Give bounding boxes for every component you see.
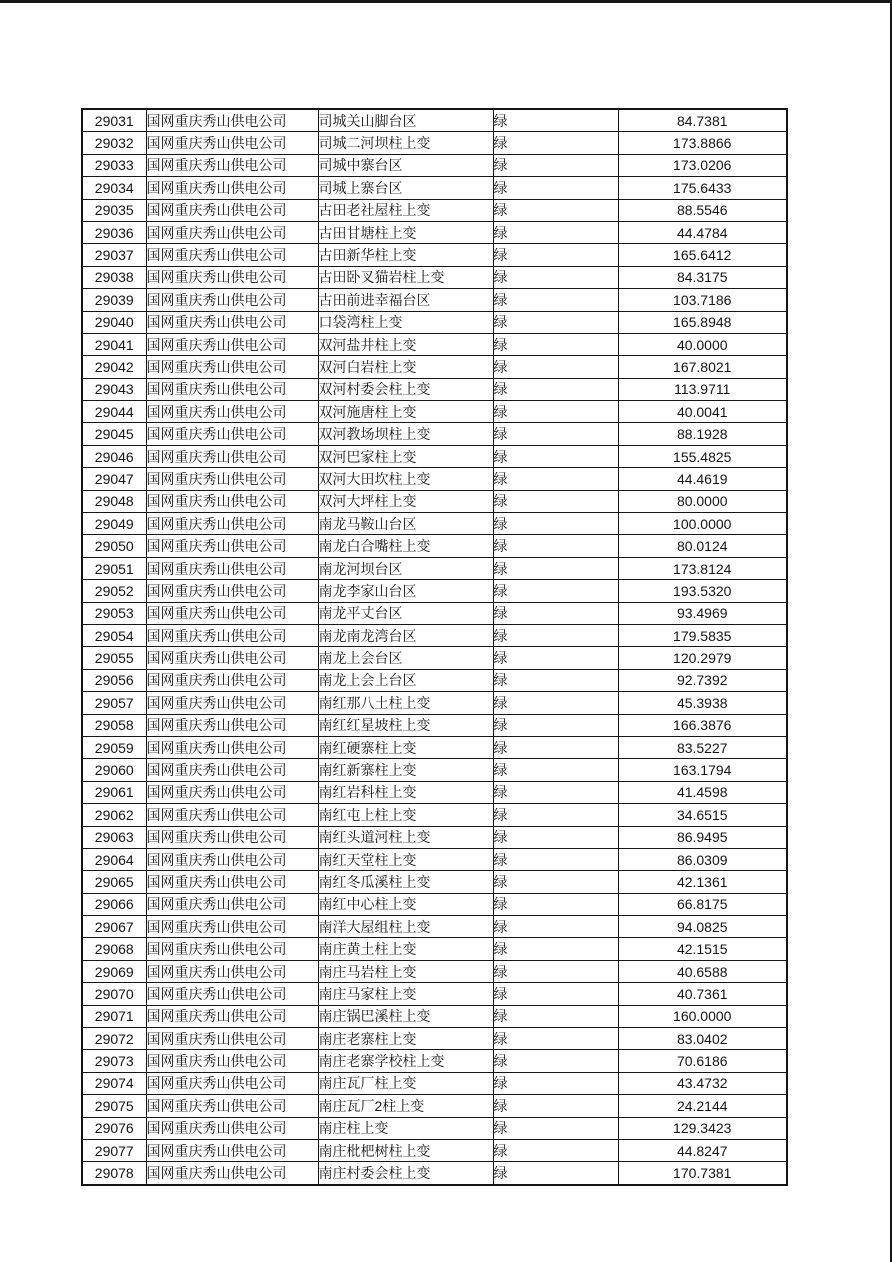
cell-status: 绿 xyxy=(493,736,618,758)
table-row xyxy=(82,513,787,535)
cell-value: 42.1515 xyxy=(618,938,787,960)
cell-row-id: 29048 xyxy=(82,490,146,512)
cell-company: 国网重庆秀山供电公司 xyxy=(146,692,318,714)
cell-station-name: 古田卧叉猫岩柱上变 xyxy=(318,266,493,288)
cell-row-id: 29057 xyxy=(82,692,146,714)
cell-row-id: 29076 xyxy=(82,1117,146,1139)
cell-company: 国网重庆秀山供电公司 xyxy=(146,669,318,691)
cell-value: 34.6515 xyxy=(618,804,787,826)
cell-company: 国网重庆秀山供电公司 xyxy=(146,1139,318,1161)
cell-row-id: 29052 xyxy=(82,580,146,602)
table-row xyxy=(82,132,787,154)
table-row xyxy=(82,669,787,691)
table-row xyxy=(82,938,787,960)
cell-company: 国网重庆秀山供电公司 xyxy=(146,938,318,960)
cell-company: 国网重庆秀山供电公司 xyxy=(146,804,318,826)
cell-company: 国网重庆秀山供电公司 xyxy=(146,960,318,982)
cell-station-name: 古田前进幸福台区 xyxy=(318,289,493,311)
cell-row-id: 29053 xyxy=(82,602,146,624)
cell-company: 国网重庆秀山供电公司 xyxy=(146,109,318,132)
cell-status: 绿 xyxy=(493,759,618,781)
cell-row-id: 29054 xyxy=(82,624,146,646)
cell-status: 绿 xyxy=(493,580,618,602)
cell-row-id: 29041 xyxy=(82,333,146,355)
table-row xyxy=(82,557,787,579)
cell-company: 国网重庆秀山供电公司 xyxy=(146,781,318,803)
cell-company: 国网重庆秀山供电公司 xyxy=(146,513,318,535)
cell-station-name: 古田甘塘柱上变 xyxy=(318,221,493,243)
cell-value: 173.8866 xyxy=(618,132,787,154)
cell-station-name: 双河施唐柱上变 xyxy=(318,401,493,423)
cell-value: 40.6588 xyxy=(618,960,787,982)
cell-status: 绿 xyxy=(493,804,618,826)
table-row xyxy=(82,468,787,490)
cell-value: 88.5546 xyxy=(618,199,787,221)
cell-company: 国网重庆秀山供电公司 xyxy=(146,848,318,870)
cell-row-id: 29044 xyxy=(82,401,146,423)
cell-company: 国网重庆秀山供电公司 xyxy=(146,221,318,243)
cell-status: 绿 xyxy=(493,513,618,535)
cell-status: 绿 xyxy=(493,1050,618,1072)
table-row xyxy=(82,423,787,445)
table-row xyxy=(82,401,787,423)
cell-company: 国网重庆秀山供电公司 xyxy=(146,557,318,579)
cell-value: 103.7186 xyxy=(618,289,787,311)
cell-status: 绿 xyxy=(493,1005,618,1027)
cell-status: 绿 xyxy=(493,154,618,176)
cell-station-name: 古田老社屋柱上变 xyxy=(318,199,493,221)
cell-station-name: 南龙李家山台区 xyxy=(318,580,493,602)
cell-value: 165.8948 xyxy=(618,311,787,333)
cell-status: 绿 xyxy=(493,1117,618,1139)
cell-station-name: 司城中寨台区 xyxy=(318,154,493,176)
cell-station-name: 南红红星坡柱上变 xyxy=(318,714,493,736)
table-row xyxy=(82,356,787,378)
cell-status: 绿 xyxy=(493,871,618,893)
cell-row-id: 29038 xyxy=(82,266,146,288)
cell-status: 绿 xyxy=(493,624,618,646)
cell-station-name: 南庄老寨柱上变 xyxy=(318,1028,493,1050)
cell-row-id: 29066 xyxy=(82,893,146,915)
cell-company: 国网重庆秀山供电公司 xyxy=(146,132,318,154)
cell-row-id: 29043 xyxy=(82,378,146,400)
cell-station-name: 南庄瓦厂2柱上变 xyxy=(318,1095,493,1117)
cell-station-name: 双河村委会柱上变 xyxy=(318,378,493,400)
table-body xyxy=(82,109,787,1185)
table-row xyxy=(82,1005,787,1027)
table-row xyxy=(82,221,787,243)
table-row xyxy=(82,714,787,736)
cell-company: 国网重庆秀山供电公司 xyxy=(146,759,318,781)
cell-value: 44.8247 xyxy=(618,1139,787,1161)
cell-value: 40.0041 xyxy=(618,401,787,423)
cell-row-id: 29062 xyxy=(82,804,146,826)
table-row xyxy=(82,1072,787,1094)
cell-row-id: 29045 xyxy=(82,423,146,445)
cell-status: 绿 xyxy=(493,244,618,266)
table-row xyxy=(82,177,787,199)
cell-value: 41.4598 xyxy=(618,781,787,803)
cell-status: 绿 xyxy=(493,356,618,378)
cell-station-name: 司城上寨台区 xyxy=(318,177,493,199)
cell-status: 绿 xyxy=(493,177,618,199)
cell-station-name: 南红头道河柱上变 xyxy=(318,826,493,848)
cell-value: 163.1794 xyxy=(618,759,787,781)
cell-value: 83.0402 xyxy=(618,1028,787,1050)
cell-row-id: 29077 xyxy=(82,1139,146,1161)
cell-value: 80.0124 xyxy=(618,535,787,557)
table-row xyxy=(82,871,787,893)
cell-company: 国网重庆秀山供电公司 xyxy=(146,199,318,221)
cell-status: 绿 xyxy=(493,468,618,490)
cell-station-name: 司城关山脚台区 xyxy=(318,109,493,132)
cell-row-id: 29050 xyxy=(82,535,146,557)
table-row xyxy=(82,804,787,826)
cell-status: 绿 xyxy=(493,311,618,333)
cell-value: 93.4969 xyxy=(618,602,787,624)
cell-row-id: 29055 xyxy=(82,647,146,669)
cell-company: 国网重庆秀山供电公司 xyxy=(146,289,318,311)
cell-row-id: 29073 xyxy=(82,1050,146,1072)
cell-row-id: 29040 xyxy=(82,311,146,333)
table-row xyxy=(82,289,787,311)
cell-company: 国网重庆秀山供电公司 xyxy=(146,1117,318,1139)
cell-status: 绿 xyxy=(493,647,618,669)
cell-company: 国网重庆秀山供电公司 xyxy=(146,356,318,378)
cell-status: 绿 xyxy=(493,826,618,848)
cell-status: 绿 xyxy=(493,692,618,714)
cell-row-id: 29070 xyxy=(82,983,146,1005)
cell-station-name: 南龙马鞍山台区 xyxy=(318,513,493,535)
cell-row-id: 29056 xyxy=(82,669,146,691)
cell-station-name: 双河巴家柱上变 xyxy=(318,445,493,467)
table-row xyxy=(82,333,787,355)
cell-company: 国网重庆秀山供电公司 xyxy=(146,624,318,646)
cell-status: 绿 xyxy=(493,199,618,221)
cell-status: 绿 xyxy=(493,423,618,445)
cell-value: 92.7392 xyxy=(618,669,787,691)
cell-company: 国网重庆秀山供电公司 xyxy=(146,1028,318,1050)
cell-station-name: 南龙上会台区 xyxy=(318,647,493,669)
cell-row-id: 29039 xyxy=(82,289,146,311)
cell-value: 44.4784 xyxy=(618,221,787,243)
cell-row-id: 29074 xyxy=(82,1072,146,1094)
cell-station-name: 南龙上会上台区 xyxy=(318,669,493,691)
table-row xyxy=(82,244,787,266)
cell-row-id: 29042 xyxy=(82,356,146,378)
cell-value: 170.7381 xyxy=(618,1162,787,1185)
cell-row-id: 29031 xyxy=(82,109,146,132)
cell-value: 80.0000 xyxy=(618,490,787,512)
cell-row-id: 29064 xyxy=(82,848,146,870)
cell-company: 国网重庆秀山供电公司 xyxy=(146,266,318,288)
cell-station-name: 南庄柱上变 xyxy=(318,1117,493,1139)
cell-status: 绿 xyxy=(493,266,618,288)
cell-status: 绿 xyxy=(493,289,618,311)
cell-row-id: 29060 xyxy=(82,759,146,781)
cell-station-name: 口袋湾柱上变 xyxy=(318,311,493,333)
cell-status: 绿 xyxy=(493,983,618,1005)
cell-station-name: 南洋大屋组柱上变 xyxy=(318,916,493,938)
table-row xyxy=(82,916,787,938)
cell-station-name: 双河盐井柱上变 xyxy=(318,333,493,355)
table-row xyxy=(82,983,787,1005)
cell-status: 绿 xyxy=(493,401,618,423)
cell-company: 国网重庆秀山供电公司 xyxy=(146,871,318,893)
cell-value: 179.5835 xyxy=(618,624,787,646)
cell-company: 国网重庆秀山供电公司 xyxy=(146,1162,318,1185)
cell-station-name: 南庄瓦厂柱上变 xyxy=(318,1072,493,1094)
cell-station-name: 双河白岩柱上变 xyxy=(318,356,493,378)
cell-company: 国网重庆秀山供电公司 xyxy=(146,1072,318,1094)
cell-status: 绿 xyxy=(493,445,618,467)
cell-station-name: 南庄老寨学校柱上变 xyxy=(318,1050,493,1072)
cell-status: 绿 xyxy=(493,1095,618,1117)
cell-value: 160.0000 xyxy=(618,1005,787,1027)
cell-row-id: 29067 xyxy=(82,916,146,938)
cell-status: 绿 xyxy=(493,960,618,982)
cell-status: 绿 xyxy=(493,938,618,960)
cell-status: 绿 xyxy=(493,602,618,624)
table-row xyxy=(82,602,787,624)
cell-value: 155.4825 xyxy=(618,445,787,467)
cell-value: 165.6412 xyxy=(618,244,787,266)
cell-row-id: 29075 xyxy=(82,1095,146,1117)
cell-status: 绿 xyxy=(493,557,618,579)
page-top-edge xyxy=(0,0,892,3)
table-row xyxy=(82,960,787,982)
cell-company: 国网重庆秀山供电公司 xyxy=(146,378,318,400)
cell-station-name: 南庄马岩柱上变 xyxy=(318,960,493,982)
cell-station-name: 南龙河坝台区 xyxy=(318,557,493,579)
table-row xyxy=(82,311,787,333)
cell-value: 167.8021 xyxy=(618,356,787,378)
cell-status: 绿 xyxy=(493,535,618,557)
cell-row-id: 29063 xyxy=(82,826,146,848)
cell-company: 国网重庆秀山供电公司 xyxy=(146,154,318,176)
table-row xyxy=(82,109,787,132)
cell-station-name: 南红岩科柱上变 xyxy=(318,781,493,803)
cell-value: 24.2144 xyxy=(618,1095,787,1117)
cell-company: 国网重庆秀山供电公司 xyxy=(146,1095,318,1117)
cell-company: 国网重庆秀山供电公司 xyxy=(146,893,318,915)
cell-station-name: 南红硬寨柱上变 xyxy=(318,736,493,758)
cell-company: 国网重庆秀山供电公司 xyxy=(146,1005,318,1027)
cell-company: 国网重庆秀山供电公司 xyxy=(146,490,318,512)
cell-status: 绿 xyxy=(493,1139,618,1161)
cell-company: 国网重庆秀山供电公司 xyxy=(146,333,318,355)
cell-row-id: 29071 xyxy=(82,1005,146,1027)
cell-company: 国网重庆秀山供电公司 xyxy=(146,983,318,1005)
cell-value: 175.6433 xyxy=(618,177,787,199)
table-row xyxy=(82,759,787,781)
cell-company: 国网重庆秀山供电公司 xyxy=(146,244,318,266)
cell-station-name: 司城二河坝柱上变 xyxy=(318,132,493,154)
cell-station-name: 双河教场坝柱上变 xyxy=(318,423,493,445)
cell-value: 173.8124 xyxy=(618,557,787,579)
cell-value: 173.0206 xyxy=(618,154,787,176)
cell-company: 国网重庆秀山供电公司 xyxy=(146,445,318,467)
table-row xyxy=(82,781,787,803)
table-row xyxy=(82,848,787,870)
table-row xyxy=(82,1117,787,1139)
table-row xyxy=(82,647,787,669)
cell-row-id: 29046 xyxy=(82,445,146,467)
table-row xyxy=(82,490,787,512)
cell-value: 42.1361 xyxy=(618,871,787,893)
cell-row-id: 29047 xyxy=(82,468,146,490)
table-row xyxy=(82,1028,787,1050)
cell-row-id: 29059 xyxy=(82,736,146,758)
cell-company: 国网重庆秀山供电公司 xyxy=(146,1050,318,1072)
cell-company: 国网重庆秀山供电公司 xyxy=(146,916,318,938)
cell-company: 国网重庆秀山供电公司 xyxy=(146,714,318,736)
cell-value: 88.1928 xyxy=(618,423,787,445)
cell-station-name: 南庄枇杷树柱上变 xyxy=(318,1139,493,1161)
cell-company: 国网重庆秀山供电公司 xyxy=(146,423,318,445)
cell-company: 国网重庆秀山供电公司 xyxy=(146,401,318,423)
cell-company: 国网重庆秀山供电公司 xyxy=(146,177,318,199)
cell-company: 国网重庆秀山供电公司 xyxy=(146,580,318,602)
cell-status: 绿 xyxy=(493,848,618,870)
cell-station-name: 南红那八土柱上变 xyxy=(318,692,493,714)
cell-row-id: 29034 xyxy=(82,177,146,199)
cell-row-id: 29036 xyxy=(82,221,146,243)
cell-value: 86.9495 xyxy=(618,826,787,848)
cell-station-name: 南庄马家柱上变 xyxy=(318,983,493,1005)
table-row xyxy=(82,580,787,602)
cell-status: 绿 xyxy=(493,1028,618,1050)
table-row xyxy=(82,1139,787,1161)
table-row xyxy=(82,445,787,467)
cell-value: 120.2979 xyxy=(618,647,787,669)
cell-station-name: 南红中心柱上变 xyxy=(318,893,493,915)
table-row xyxy=(82,736,787,758)
cell-company: 国网重庆秀山供电公司 xyxy=(146,826,318,848)
cell-value: 44.4619 xyxy=(618,468,787,490)
cell-value: 86.0309 xyxy=(618,848,787,870)
table-row xyxy=(82,1095,787,1117)
cell-value: 45.3938 xyxy=(618,692,787,714)
cell-status: 绿 xyxy=(493,714,618,736)
cell-row-id: 29069 xyxy=(82,960,146,982)
cell-station-name: 南红新寨柱上变 xyxy=(318,759,493,781)
cell-station-name: 南庄黄土柱上变 xyxy=(318,938,493,960)
cell-value: 83.5227 xyxy=(618,736,787,758)
cell-row-id: 29032 xyxy=(82,132,146,154)
cell-row-id: 29035 xyxy=(82,199,146,221)
table-row xyxy=(82,624,787,646)
cell-value: 40.0000 xyxy=(618,333,787,355)
cell-station-name: 双河大田坎柱上变 xyxy=(318,468,493,490)
table-row xyxy=(82,535,787,557)
cell-status: 绿 xyxy=(493,132,618,154)
cell-station-name: 南红天堂柱上变 xyxy=(318,848,493,870)
cell-station-name: 古田新华柱上变 xyxy=(318,244,493,266)
cell-company: 国网重庆秀山供电公司 xyxy=(146,535,318,557)
cell-row-id: 29049 xyxy=(82,513,146,535)
cell-value: 193.5320 xyxy=(618,580,787,602)
cell-status: 绿 xyxy=(493,916,618,938)
cell-station-name: 南龙平丈台区 xyxy=(318,602,493,624)
table-row xyxy=(82,692,787,714)
cell-row-id: 29072 xyxy=(82,1028,146,1050)
cell-status: 绿 xyxy=(493,1162,618,1185)
cell-row-id: 29061 xyxy=(82,781,146,803)
cell-status: 绿 xyxy=(493,669,618,691)
cell-value: 84.3175 xyxy=(618,266,787,288)
cell-station-name: 南龙南龙湾台区 xyxy=(318,624,493,646)
cell-row-id: 29051 xyxy=(82,557,146,579)
cell-station-name: 南龙白合嘴柱上变 xyxy=(318,535,493,557)
cell-status: 绿 xyxy=(493,781,618,803)
table-row xyxy=(82,1162,787,1185)
cell-row-id: 29033 xyxy=(82,154,146,176)
cell-row-id: 29037 xyxy=(82,244,146,266)
cell-status: 绿 xyxy=(493,221,618,243)
cell-status: 绿 xyxy=(493,378,618,400)
cell-value: 129.3423 xyxy=(618,1117,787,1139)
cell-value: 94.0825 xyxy=(618,916,787,938)
table-row xyxy=(82,1050,787,1072)
cell-value: 84.7381 xyxy=(618,109,787,132)
cell-company: 国网重庆秀山供电公司 xyxy=(146,468,318,490)
cell-station-name: 南红冬瓜溪柱上变 xyxy=(318,871,493,893)
table-row xyxy=(82,893,787,915)
cell-row-id: 29058 xyxy=(82,714,146,736)
cell-status: 绿 xyxy=(493,109,618,132)
cell-value: 166.3876 xyxy=(618,714,787,736)
cell-status: 绿 xyxy=(493,333,618,355)
cell-company: 国网重庆秀山供电公司 xyxy=(146,311,318,333)
cell-status: 绿 xyxy=(493,1072,618,1094)
cell-company: 国网重庆秀山供电公司 xyxy=(146,647,318,669)
cell-status: 绿 xyxy=(493,490,618,512)
cell-value: 70.6186 xyxy=(618,1050,787,1072)
table-row xyxy=(82,154,787,176)
cell-row-id: 29065 xyxy=(82,871,146,893)
cell-status: 绿 xyxy=(493,893,618,915)
cell-station-name: 南庄锅巴溪柱上变 xyxy=(318,1005,493,1027)
table-row xyxy=(82,199,787,221)
station-data-table xyxy=(81,108,788,1186)
cell-company: 国网重庆秀山供电公司 xyxy=(146,736,318,758)
cell-row-id: 29078 xyxy=(82,1162,146,1185)
cell-value: 43.4732 xyxy=(618,1072,787,1094)
cell-row-id: 29068 xyxy=(82,938,146,960)
cell-value: 66.8175 xyxy=(618,893,787,915)
cell-station-name: 南红屯上柱上变 xyxy=(318,804,493,826)
cell-value: 40.7361 xyxy=(618,983,787,1005)
table-row xyxy=(82,378,787,400)
cell-value: 113.9711 xyxy=(618,378,787,400)
cell-station-name: 南庄村委会柱上变 xyxy=(318,1162,493,1185)
cell-station-name: 双河大坪柱上变 xyxy=(318,490,493,512)
cell-company: 国网重庆秀山供电公司 xyxy=(146,602,318,624)
cell-value: 100.0000 xyxy=(618,513,787,535)
table-row xyxy=(82,266,787,288)
table-row xyxy=(82,826,787,848)
